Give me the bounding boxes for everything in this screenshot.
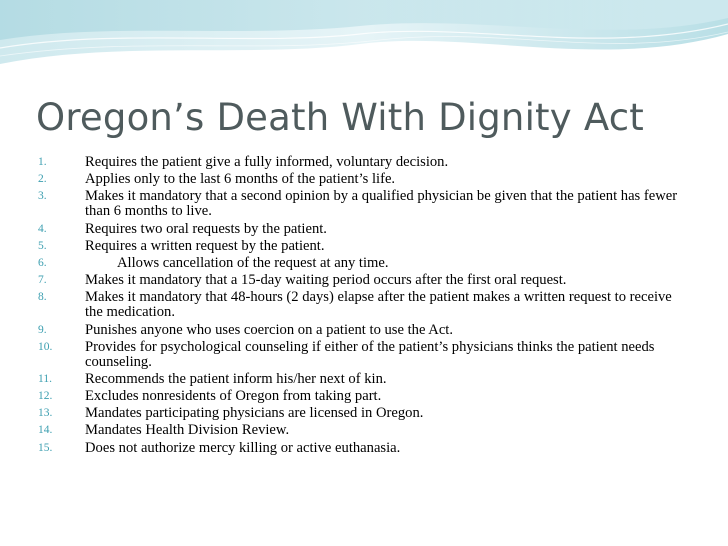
list-number: 14.	[38, 424, 53, 437]
list-text: Applies only to the last 6 months of the patient’s life.	[85, 171, 396, 188]
list-item	[38, 441, 688, 456]
list-text: Does not authorize mercy killing or active euthanasia.	[85, 439, 401, 456]
list-text: Requires the patient give a fully informed, voluntary decision.	[85, 154, 449, 170]
list-item	[38, 155, 688, 170]
list-number: 9.	[38, 323, 47, 336]
list-number: 6.	[38, 256, 47, 269]
list-item	[38, 239, 688, 254]
list-text: Allows cancellation of the request at any time.	[117, 254, 389, 271]
list-text: Recommends the patient inform his/her next of kin.	[85, 370, 387, 387]
list-item	[38, 323, 688, 338]
list-number: 11.	[38, 372, 52, 385]
list-item	[38, 189, 688, 219]
list-number: 7.	[38, 274, 47, 287]
list-text: Requires two oral requests by the patient.	[85, 220, 327, 237]
list-item	[38, 340, 688, 370]
list-text: Mandates participating physicians are licensed in Oregon.	[85, 405, 424, 422]
list-number: 13.	[38, 407, 53, 420]
list-number: 5.	[38, 239, 47, 252]
list-item	[38, 222, 688, 237]
list-item	[38, 406, 688, 421]
list-item	[38, 172, 688, 187]
list-number: 4.	[38, 222, 47, 235]
list-item	[38, 273, 688, 288]
list-text: Makes it mandatory that 48-hours (2 days) elapse after the patient makes a written request to receive the medication.	[85, 289, 672, 321]
list-item	[38, 389, 688, 404]
list-number: 8.	[38, 291, 47, 304]
list-item	[38, 423, 688, 438]
list-number: 2.	[38, 173, 47, 186]
list-text: Punishes anyone who uses coercion on a patient to use the Act.	[85, 321, 454, 338]
list-item	[38, 256, 688, 271]
list-number: 12.	[38, 390, 53, 403]
list-text: Makes it mandatory that a 15-day waiting period occurs after the first oral request.	[85, 272, 567, 289]
slide-title: Oregon’s Death With Dignity Act	[36, 96, 644, 139]
decorative-wave-header	[0, 0, 728, 80]
list-item	[38, 372, 688, 387]
list-number: 10.	[38, 340, 53, 353]
list-text: Excludes nonresidents of Oregon from taking part.	[85, 388, 382, 405]
list-text: Mandates Health Division Review.	[85, 422, 290, 439]
list-number: 1.	[38, 156, 47, 168]
list-text: Provides for psychological counseling if either of the patient’s physicians thinks the patient needs counseling.	[85, 338, 655, 370]
list-number: 3.	[38, 190, 47, 203]
list-item	[38, 290, 688, 320]
list-text: Makes it mandatory that a second opinion by a qualified physician be given that the patient has fewer than 6 months to live.	[85, 188, 678, 220]
requirements-list	[38, 155, 688, 458]
list-text: Requires a written request by the patient.	[85, 237, 325, 254]
list-number: 15.	[38, 441, 53, 454]
